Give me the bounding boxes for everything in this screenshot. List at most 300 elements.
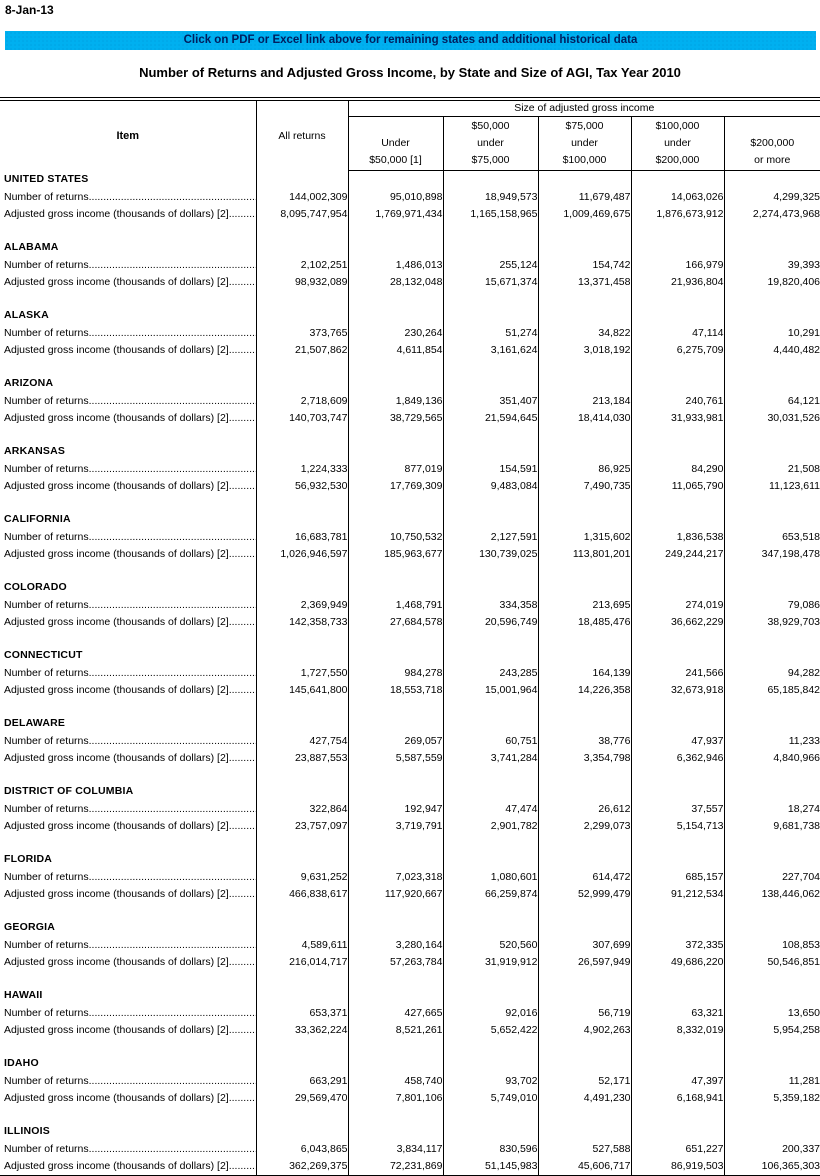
state-name: ALASKA [4,309,49,321]
returns-value: 60,751 [443,732,538,749]
returns-row [0,188,820,205]
state-name: IDAHO [4,1057,39,1069]
spacer-row [0,358,820,374]
agi-row [0,817,820,834]
header-line [725,118,820,135]
agi-value: 51,145,983 [443,1157,538,1174]
header-line: Under [381,136,410,149]
agi-value: 56,932,530 [256,477,348,494]
agi-value: 142,358,733 [256,613,348,630]
agi-value: 86,919,503 [631,1157,724,1174]
returns-value: 47,114 [631,324,724,341]
row-item-label [0,871,256,883]
header-line [349,118,443,135]
agi-value: 5,587,559 [348,749,443,766]
spacer-row [0,834,820,850]
col-header-100k-200k [631,116,724,170]
spacer-row [0,494,820,510]
agi-value: 18,485,476 [538,613,631,630]
col-header-200k-or-more [724,116,820,170]
agi-value: 50,546,851 [767,955,820,968]
state-name-row [0,1054,820,1072]
dotted-leader [229,956,256,968]
agi-value: 20,596,749 [443,613,538,630]
state-name: CALIFORNIA [4,513,71,525]
dotted-leader [89,531,256,543]
returns-value: 307,699 [538,936,631,953]
returns-value: 322,864 [256,800,348,817]
agi-value: 14,226,358 [538,681,631,698]
agi-value: 185,963,677 [348,545,443,562]
state-name: ARIZONA [4,377,54,389]
state-name-row [0,374,820,392]
returns-value: 427,665 [348,1004,443,1021]
dotted-leader [229,412,256,424]
row-label-returns: Number of returns [4,666,89,679]
returns-value: 1,080,601 [443,868,538,885]
row-item-label [0,939,256,951]
agi-value: 19,820,406 [767,275,820,288]
dotted-leader [89,939,256,951]
row-item-label [0,1075,256,1087]
spacer-row [0,902,820,918]
col-header-under-50k [348,116,443,170]
returns-row [0,664,820,681]
returns-row [0,1004,820,1021]
dotted-leader [89,1143,256,1155]
row-item-label [0,276,256,288]
row-label-agi: Adjusted gross income (thousands of dollars) [2] [4,751,229,764]
agi-value: 4,440,482 [773,343,820,356]
page-title: Number of Returns and Adjusted Gross Income, by State and Size of AGI, Tax Year 2010 [139,65,681,80]
agi-row [0,953,820,970]
agi-row [0,409,820,426]
returns-value: 527,588 [538,1140,631,1157]
state-name: ALABAMA [4,241,59,253]
returns-row [0,528,820,545]
row-item-label [0,463,256,475]
row-label-agi: Adjusted gross income (thousands of dollars) [2] [4,683,229,696]
returns-value: 11,233 [788,734,820,747]
agi-value: 15,001,964 [443,681,538,698]
agi-value: 5,954,258 [773,1023,820,1036]
agi-value: 65,185,842 [767,683,820,696]
row-label-returns: Number of returns [4,258,89,271]
state-name: COLORADO [4,581,67,593]
returns-value: 10,291 [787,326,820,339]
agi-value: 31,933,981 [631,409,724,426]
spacer-row [0,698,820,714]
agi-row [0,1021,820,1038]
agi-value: 1,009,469,675 [538,205,631,222]
row-label-agi: Adjusted gross income (thousands of dollars) [2] [4,343,229,356]
agi-value: 2,299,073 [538,817,631,834]
row-label-agi: Adjusted gross income (thousands of dollars) [2] [4,1091,229,1104]
returns-row [0,868,820,885]
agi-value: 45,606,717 [538,1157,631,1174]
row-label-returns: Number of returns [4,1142,89,1155]
row-item-label [0,599,256,611]
agi-value: 13,371,458 [538,273,631,290]
dotted-leader [229,480,256,492]
row-item-label [0,820,256,832]
dotted-leader [89,599,256,611]
state-name-row [0,782,820,800]
agi-value: 2,901,782 [443,817,538,834]
returns-value: 373,765 [256,324,348,341]
header-line: $200,000 [655,153,700,166]
agi-value: 23,757,097 [256,817,348,834]
state-name: HAWAII [4,989,43,1001]
row-item-label [0,395,256,407]
agi-value: 21,594,645 [443,409,538,426]
header-line: $100,000 [655,119,700,132]
dotted-leader [89,191,256,203]
dotted-leader [229,1092,256,1104]
state-name-row [0,646,820,664]
agi-row [0,477,820,494]
spacer-row [0,766,820,782]
dotted-leader [89,735,256,747]
returns-value: 39,393 [787,258,820,271]
row-item-label [0,1092,256,1104]
report-date: 8-Jan-13 [5,3,54,17]
col-header-item: Item [0,99,256,170]
row-item-label [0,259,256,271]
dotted-leader [229,752,256,764]
row-item-label [0,735,256,747]
returns-value: 14,063,026 [631,188,724,205]
returns-value: 10,750,532 [348,528,443,545]
agi-value: 7,801,106 [348,1089,443,1106]
row-item-label [0,667,256,679]
returns-value: 685,157 [631,868,724,885]
agi-value: 4,840,966 [773,751,820,764]
row-item-label [0,480,256,492]
returns-value: 84,290 [631,460,724,477]
agi-value: 21,936,804 [631,273,724,290]
header-line: under [571,136,598,149]
returns-value: 458,740 [348,1072,443,1089]
row-label-agi: Adjusted gross income (thousands of dollars) [2] [4,207,229,220]
returns-value: 92,016 [443,1004,538,1021]
agi-value: 27,684,578 [348,613,443,630]
returns-value: 11,679,487 [538,188,631,205]
row-label-agi: Adjusted gross income (thousands of dollars) [2] [4,411,229,424]
agi-value: 66,259,874 [443,885,538,902]
returns-value: 3,834,117 [348,1140,443,1157]
agi-value: 18,414,030 [538,409,631,426]
dotted-leader [229,1024,256,1036]
agi-row [0,273,820,290]
returns-value: 243,285 [443,664,538,681]
agi-value: 91,212,534 [631,885,724,902]
returns-value: 63,321 [631,1004,724,1021]
spacer-row [0,630,820,646]
state-name: CONNECTICUT [4,649,83,661]
spacer-row [0,222,820,238]
agi-value: 6,275,709 [631,341,724,358]
state-name-row [0,170,820,188]
agi-row [0,545,820,562]
returns-value: 984,278 [348,664,443,681]
dotted-leader [89,667,256,679]
returns-row [0,1072,820,1089]
returns-value: 38,776 [538,732,631,749]
state-name-row [0,306,820,324]
row-label-returns: Number of returns [4,938,89,951]
returns-value: 164,139 [538,664,631,681]
returns-value: 56,719 [538,1004,631,1021]
agi-row [0,749,820,766]
state-name: UNITED STATES [4,173,89,185]
dotted-leader [89,803,256,815]
col-header-75k-100k [538,116,631,170]
row-label-agi: Adjusted gross income (thousands of dollars) [2] [4,275,229,288]
agi-value: 36,662,229 [631,613,724,630]
agi-value: 8,095,747,954 [256,205,348,222]
header-line: $75,000 [565,119,604,132]
returns-value: 166,979 [631,256,724,273]
agi-value: 249,244,217 [631,545,724,562]
returns-value: 94,282 [787,666,820,679]
returns-value: 1,315,602 [538,528,631,545]
header-line: under [477,136,504,149]
agi-value: 28,132,048 [348,273,443,290]
returns-row [0,800,820,817]
dotted-leader [89,259,256,271]
row-label-agi: Adjusted gross income (thousands of dollars) [2] [4,1023,229,1036]
agi-value: 106,365,303 [761,1159,820,1172]
agi-row [0,1089,820,1106]
returns-value: 47,474 [443,800,538,817]
state-name-row [0,510,820,528]
agi-value: 72,231,869 [348,1157,443,1174]
agi-value: 15,671,374 [443,273,538,290]
row-item-label [0,956,256,968]
dotted-leader [89,395,256,407]
row-label-agi: Adjusted gross income (thousands of dollars) [2] [4,819,229,832]
returns-value: 1,836,538 [631,528,724,545]
dotted-leader [89,463,256,475]
agi-value: 8,521,261 [348,1021,443,1038]
dotted-leader [229,888,256,900]
returns-row [0,324,820,341]
dotted-leader [229,1160,256,1172]
table-header [0,99,820,170]
header-line: $50,000 [471,119,510,132]
agi-value: 5,154,713 [631,817,724,834]
agi-row [0,885,820,902]
agi-value: 1,026,946,597 [256,545,348,562]
agi-value: 30,031,526 [767,411,820,424]
returns-value: 6,043,865 [256,1140,348,1157]
returns-value: 21,508 [787,462,820,475]
agi-value: 1,876,673,912 [631,205,724,222]
returns-value: 651,227 [631,1140,724,1157]
returns-value: 18,949,573 [443,188,538,205]
dotted-leader [89,871,256,883]
returns-value: 2,102,251 [256,256,348,273]
returns-value: 520,560 [443,936,538,953]
state-name-row [0,714,820,732]
returns-value: 79,086 [787,598,820,611]
row-item-label [0,1024,256,1036]
returns-value: 18,274 [787,802,820,815]
agi-value: 2,274,473,968 [752,207,820,220]
row-label-agi: Adjusted gross income (thousands of dollars) [2] [4,479,229,492]
agi-value: 57,263,784 [348,953,443,970]
agi-row [0,341,820,358]
returns-value: 653,518 [782,530,820,543]
returns-value: 255,124 [443,256,538,273]
returns-value: 13,650 [787,1006,820,1019]
dotted-leader [229,616,256,628]
row-label-returns: Number of returns [4,530,89,543]
spacer-row [0,426,820,442]
agi-value: 38,729,565 [348,409,443,426]
row-item-label [0,684,256,696]
agi-value: 7,490,735 [538,477,631,494]
returns-value: 614,472 [538,868,631,885]
state-name-row [0,918,820,936]
returns-value: 334,358 [443,596,538,613]
agi-value: 113,801,201 [538,545,631,562]
row-item-label [0,531,256,543]
agi-row [0,613,820,630]
state-name-row [0,238,820,256]
returns-row [0,732,820,749]
agi-value: 23,887,553 [256,749,348,766]
agi-value: 98,932,089 [256,273,348,290]
returns-row [0,936,820,953]
state-name: DELAWARE [4,717,66,729]
agi-value: 32,673,918 [631,681,724,698]
row-label-returns: Number of returns [4,326,89,339]
row-label-returns: Number of returns [4,870,89,883]
returns-value: 269,057 [348,732,443,749]
row-label-agi: Adjusted gross income (thousands of dollars) [2] [4,615,229,628]
dotted-leader [229,820,256,832]
agi-value: 140,703,747 [256,409,348,426]
agi-value: 138,446,062 [761,887,820,900]
returns-row [0,392,820,409]
row-label-returns: Number of returns [4,598,89,611]
returns-row [0,256,820,273]
row-label-returns: Number of returns [4,394,89,407]
row-item-label [0,752,256,764]
header-line: $200,000 [750,136,795,149]
row-item-label [0,327,256,339]
agi-row [0,1157,820,1174]
dotted-leader [229,548,256,560]
returns-value: 372,335 [631,936,724,953]
state-name-row [0,850,820,868]
row-label-agi: Adjusted gross income (thousands of dollars) [2] [4,1159,229,1172]
returns-value: 95,010,898 [348,188,443,205]
row-item-label [0,616,256,628]
returns-value: 7,023,318 [348,868,443,885]
agi-value: 11,065,790 [631,477,724,494]
table-body [0,170,820,1176]
spacer-row [0,290,820,306]
row-label-agi: Adjusted gross income (thousands of dollars) [2] [4,955,229,968]
returns-value: 93,702 [443,1072,538,1089]
agi-value: 1,769,971,434 [348,205,443,222]
row-item-label [0,1007,256,1019]
spacer-row [0,970,820,986]
agi-value: 29,569,470 [256,1089,348,1106]
returns-value: 144,002,309 [256,188,348,205]
col-group-header-agi-size: Size of adjusted gross income [348,99,820,116]
agi-value: 3,719,791 [348,817,443,834]
returns-value: 47,937 [631,732,724,749]
returns-value: 227,704 [782,870,820,883]
row-item-label [0,412,256,424]
dotted-leader [229,276,256,288]
returns-value: 34,822 [538,324,631,341]
returns-value: 9,631,252 [256,868,348,885]
returns-value: 47,397 [631,1072,724,1089]
row-item-label [0,208,256,220]
returns-value: 351,407 [443,392,538,409]
agi-value: 26,597,949 [538,953,631,970]
row-label-returns: Number of returns [4,802,89,815]
agi-value: 130,739,025 [443,545,538,562]
row-item-label [0,1160,256,1172]
agi-value: 466,838,617 [256,885,348,902]
returns-value: 427,754 [256,732,348,749]
returns-value: 241,566 [631,664,724,681]
returns-value: 230,264 [348,324,443,341]
agi-value: 3,018,192 [538,341,631,358]
returns-value: 1,486,013 [348,256,443,273]
row-label-returns: Number of returns [4,734,89,747]
state-name: ILLINOIS [4,1125,50,1137]
dotted-leader [89,1007,256,1019]
state-name: FLORIDA [4,853,53,865]
agi-value: 11,123,611 [769,479,820,492]
agi-value: 3,161,624 [443,341,538,358]
agi-value: 49,686,220 [631,953,724,970]
agi-value: 21,507,862 [256,341,348,358]
dotted-leader [89,327,256,339]
returns-value: 877,019 [348,460,443,477]
spacer-row [0,1106,820,1122]
returns-value: 663,291 [256,1072,348,1089]
returns-value: 1,224,333 [256,460,348,477]
row-item-label [0,1143,256,1155]
state-name: GEORGIA [4,921,55,933]
agi-value: 31,919,912 [443,953,538,970]
dotted-leader [229,208,256,220]
agi-value: 3,354,798 [538,749,631,766]
returns-value: 4,299,325 [773,190,820,203]
agi-value: 145,641,800 [256,681,348,698]
returns-value: 4,589,611 [256,936,348,953]
agi-value: 4,611,854 [348,341,443,358]
returns-value: 108,853 [782,938,820,951]
spacer-row [0,1038,820,1054]
dotted-leader [89,1075,256,1087]
returns-row [0,596,820,613]
row-label-returns: Number of returns [4,462,89,475]
agi-value: 6,362,946 [631,749,724,766]
row-label-returns: Number of returns [4,190,89,203]
row-item-label [0,548,256,560]
row-label-returns: Number of returns [4,1006,89,1019]
state-name-row [0,1122,820,1140]
